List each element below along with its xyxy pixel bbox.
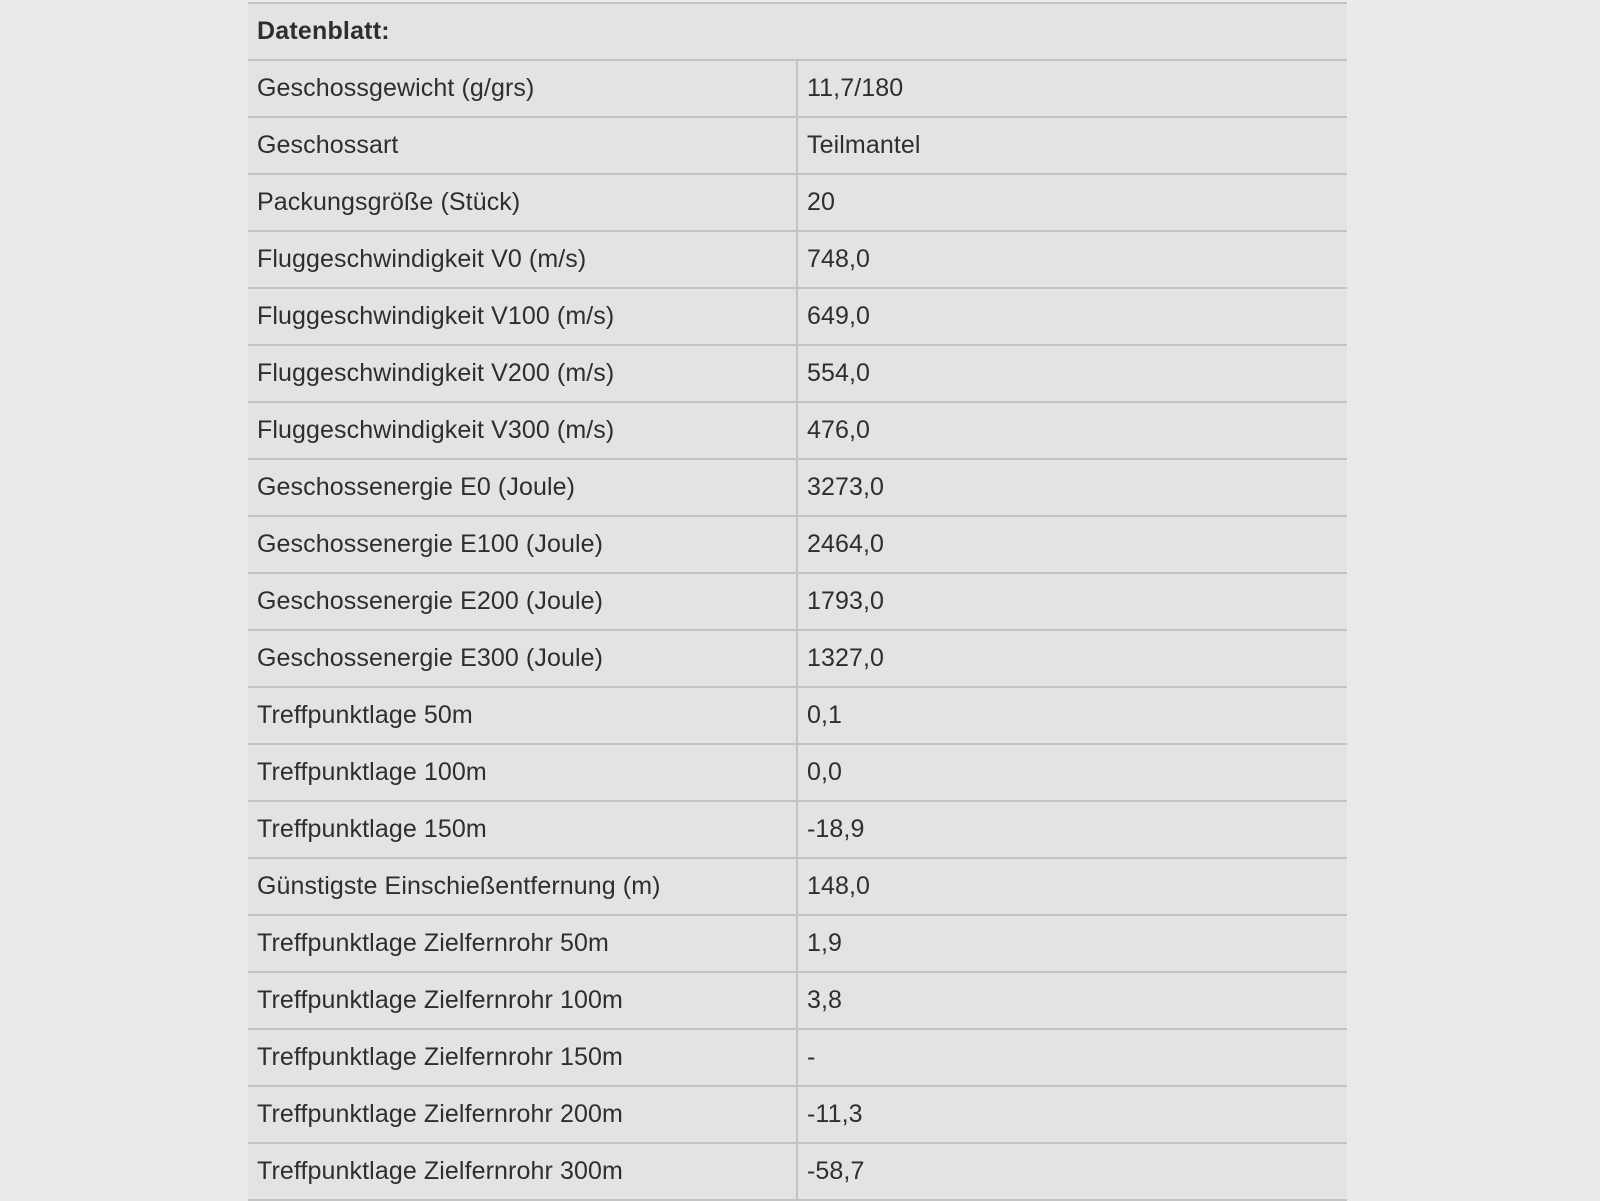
table-row xyxy=(248,973,1347,1030)
table-row xyxy=(248,1144,1347,1201)
row-value: -58,7 xyxy=(807,1157,865,1185)
row-value: 554,0 xyxy=(807,359,871,387)
table-row xyxy=(248,859,1347,916)
row-label: Geschossenergie E200 (Joule) xyxy=(248,574,798,629)
row-label: Geschossart xyxy=(248,118,798,173)
row-label: Fluggeschwindigkeit V0 (m/s) xyxy=(248,232,798,287)
table-row xyxy=(248,688,1347,745)
row-value: -18,9 xyxy=(807,815,865,843)
table-row xyxy=(248,346,1347,403)
row-label: Günstigste Einschießentfernung (m) xyxy=(248,859,798,914)
table-row xyxy=(248,517,1347,574)
row-value: - xyxy=(807,1043,816,1071)
row-value: 1327,0 xyxy=(807,644,885,672)
datasheet-title: Datenblatt: xyxy=(248,4,1347,61)
row-value: 1793,0 xyxy=(807,587,885,615)
row-label: Treffpunktlage 150m xyxy=(248,802,798,857)
row-label: Treffpunktlage Zielfernrohr 100m xyxy=(248,973,798,1028)
table-row xyxy=(248,118,1347,175)
row-label: Treffpunktlage 100m xyxy=(248,745,798,800)
row-label: Treffpunktlage Zielfernrohr 150m xyxy=(248,1030,798,1085)
row-value: 0,0 xyxy=(807,758,843,786)
row-label: Treffpunktlage Zielfernrohr 300m xyxy=(248,1144,798,1199)
row-label: Packungsgröße (Stück) xyxy=(248,175,798,230)
row-label: Geschossgewicht (g/grs) xyxy=(248,61,798,116)
table-row xyxy=(248,916,1347,973)
row-value: -11,3 xyxy=(807,1100,863,1128)
row-label: Geschossenergie E300 (Joule) xyxy=(248,631,798,686)
table-row xyxy=(248,403,1347,460)
row-value: Teilmantel xyxy=(807,131,921,159)
row-value: 11,7/180 xyxy=(807,74,904,102)
row-value: 649,0 xyxy=(807,302,871,330)
row-label: Fluggeschwindigkeit V100 (m/s) xyxy=(248,289,798,344)
row-value: 748,0 xyxy=(807,245,871,273)
table-row xyxy=(248,175,1347,232)
row-value: 3273,0 xyxy=(807,473,885,501)
row-value: 20 xyxy=(807,188,836,216)
row-label: Fluggeschwindigkeit V300 (m/s) xyxy=(248,403,798,458)
row-value: 3,8 xyxy=(807,986,843,1014)
datasheet-table xyxy=(248,2,1347,1201)
table-row xyxy=(248,574,1347,631)
row-label: Geschossenergie E100 (Joule) xyxy=(248,517,798,572)
row-label: Treffpunktlage 50m xyxy=(248,688,798,743)
row-value: 2464,0 xyxy=(807,530,885,558)
row-value: 1,9 xyxy=(807,929,843,957)
table-row xyxy=(248,289,1347,346)
table-row xyxy=(248,61,1347,118)
row-label: Geschossenergie E0 (Joule) xyxy=(248,460,798,515)
row-label: Treffpunktlage Zielfernrohr 200m xyxy=(248,1087,798,1142)
table-row xyxy=(248,1030,1347,1087)
datasheet-rows xyxy=(248,61,1347,1201)
table-row xyxy=(248,745,1347,802)
table-row xyxy=(248,460,1347,517)
table-row xyxy=(248,1087,1347,1144)
row-label: Treffpunktlage Zielfernrohr 50m xyxy=(248,916,798,971)
row-value: 0,1 xyxy=(807,701,843,729)
row-label: Fluggeschwindigkeit V200 (m/s) xyxy=(248,346,798,401)
table-row xyxy=(248,232,1347,289)
row-value: 476,0 xyxy=(807,416,871,444)
table-row xyxy=(248,631,1347,688)
table-row xyxy=(248,802,1347,859)
row-value: 148,0 xyxy=(807,872,871,900)
